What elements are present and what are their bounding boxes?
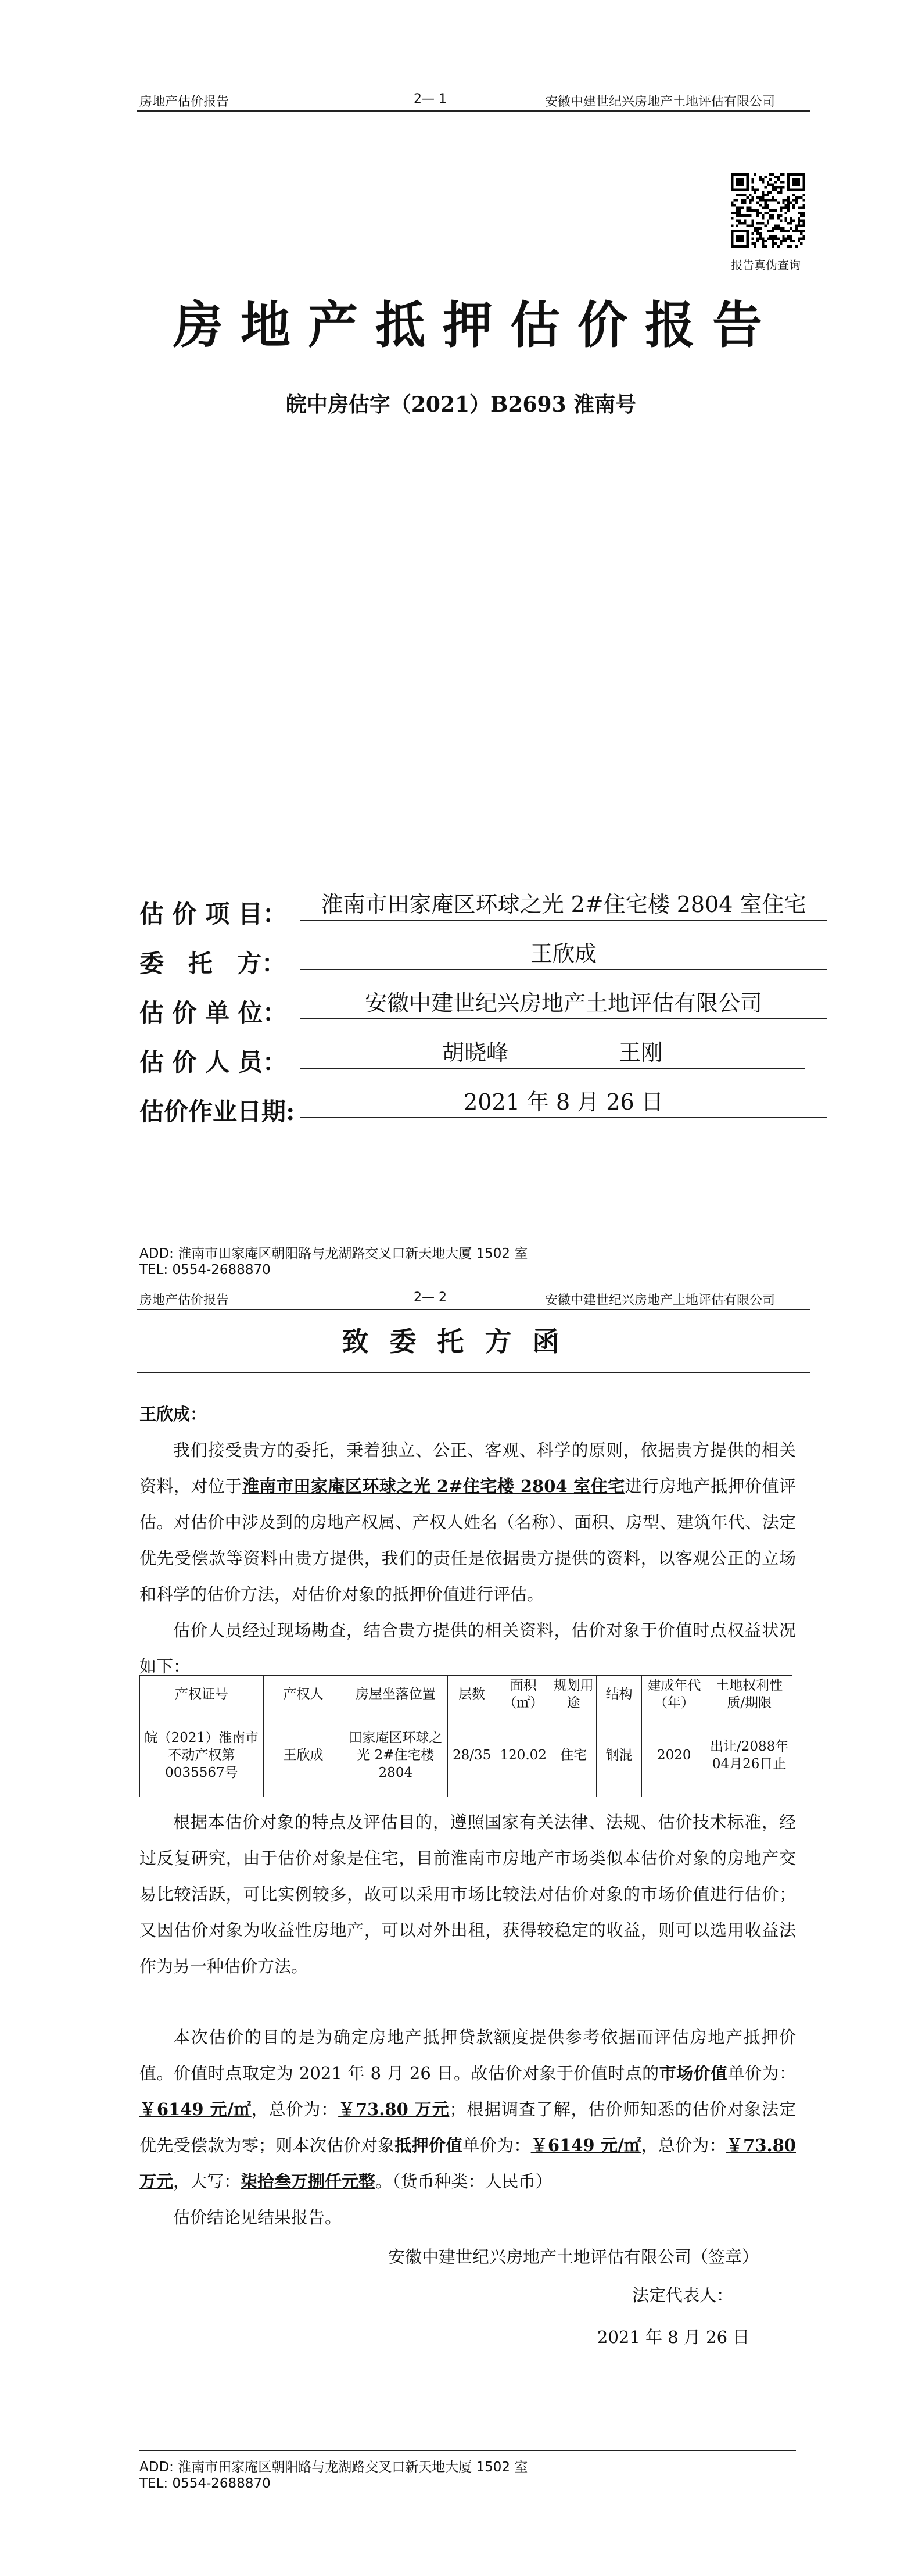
price-in-words: 柒拾叁万捌仟元整	[241, 2171, 376, 2191]
table-cell: 出让/2088年04月26日止	[706, 1713, 792, 1797]
table-header: 产权证号	[140, 1676, 264, 1713]
mortgage-total-price: ￥73.80 万元	[139, 2135, 796, 2191]
info-label-appraisers: 估 价 人 员：	[139, 1048, 287, 1076]
report-title: 房地产抵押估价报告	[173, 296, 780, 355]
info-value-appraiser-unit: 安徽中建世纪兴房地产土地评估有限公司	[300, 989, 827, 1019]
table-cell: 钢混	[596, 1713, 641, 1797]
table-cell: 28/35	[448, 1713, 496, 1797]
table-row	[140, 1713, 792, 1797]
table-header: 产权人	[263, 1676, 343, 1713]
table-header: 规划用途	[551, 1676, 596, 1713]
header-page-number: 2— 1	[414, 92, 447, 106]
table-header: 房屋坐落位置	[343, 1676, 448, 1713]
property-table	[139, 1675, 792, 1797]
table-header: 土地权利性质/期限	[706, 1676, 792, 1713]
signature-company: 安徽中建世纪兴房地产土地评估有限公司（签章）	[388, 2247, 759, 2267]
info-label-project: 估 价 项 目：	[139, 900, 287, 928]
letter-title: 致委托方函	[342, 1326, 580, 1357]
footer-tel: TEL: 0554-2688870	[139, 2476, 271, 2491]
signature-legal-rep: 法定代表人：	[632, 2285, 734, 2305]
property-address: 淮南市田家庵区环球之光 2#住宅楼 2804 室住宅	[242, 1476, 625, 1496]
signature-date: 2021 年 8 月 26 日	[597, 2327, 750, 2347]
info-value-appraisers: 胡晓峰 王刚	[300, 1039, 805, 1069]
footer-address: ADD: 淮南市田家庵区朝阳路与龙湖路交叉口新天地大厦 1502 室	[139, 1246, 528, 1261]
paragraph-see-results: 估价结论见结果报告。	[173, 2208, 342, 2227]
header-left: 房地产估价报告	[139, 1293, 229, 1308]
table-header: 结构	[596, 1676, 641, 1713]
table-cell: 王欣成	[263, 1713, 343, 1797]
table-header: 层数	[448, 1676, 496, 1713]
table-cell: 120.02	[496, 1713, 551, 1797]
table-cell: 2020	[642, 1713, 706, 1797]
header-page-number: 2— 2	[414, 1290, 447, 1305]
title-rule	[137, 1372, 810, 1373]
qr-code-icon[interactable]	[731, 173, 805, 248]
table-header: 建成年代（年）	[642, 1676, 706, 1713]
paragraph-intro: 我们接受贵方的委托，秉着独立、公正、客观、科学的原则，依据贵方提供的相关资料，对位于淮南市田家庵区环球之光 2#住宅楼 2804 室住宅进行房地产抵押价值评估。对估价中涉及到的房地产权属、产权人姓名（名称）、面积、房型、建筑年代、法定优先受偿款等资料由贵方提供，我们的责任是依据贵方提供的资料，以客观公正的立场和科学的估价方法，对估价对象的抵押价值进行评估。	[139, 1440, 796, 1604]
info-value-client: 王欣成	[300, 940, 827, 970]
header-left: 房地产估价报告	[139, 95, 229, 109]
info-value-work-date: 2021 年 8 月 26 日	[300, 1088, 827, 1118]
header-rule	[137, 110, 810, 112]
paragraph-method: 根据本估价对象的特点及评估目的，遵照国家有关法律、法规、估价技术标准，经过反复研究，由于估价对象是住宅，目前淮南市房地产市场类似本估价对象的房地产交易比较活跃，可比实例较多，故可以采用市场比较法对估价对象的市场价值进行估价；又因估价对象为收益性房地产，可以对外出租，获得较稳定的收益，则可以选用收益法作为另一种估价方法。	[139, 1812, 796, 1976]
info-label-appraiser-unit: 估 价 单 位：	[139, 999, 287, 1027]
table-header: 面积（㎡）	[496, 1676, 551, 1713]
table-cell: 皖（2021）淮南市不动产权第0035567号	[140, 1713, 264, 1797]
paragraph-conclusion: 本次估价的目的是为确定房地产抵押贷款额度提供参考依据而评估房地产抵押价值。价值时点取定为 2021 年 8 月 26 日。故估价对象于价值时点的市场价值单价为：￥6149 元/㎡，总价为：￥73.80 万元；根据调查了解，估价师知悉的估价对象法定优先受偿款为零；则本次估价对象抵押价值单价为：￥6149 元/㎡，总价为：￥73.80 万元，大写：柒拾叁万捌仟元整。（货币种类：人民币）	[139, 2027, 796, 2191]
salutation: 王欣成：	[139, 1404, 207, 1424]
mortgage-unit-price: ￥6149 元/㎡	[530, 2135, 641, 2155]
table-cell: 住宅	[551, 1713, 596, 1797]
footer-rule	[139, 2450, 796, 2451]
header-right: 安徽中建世纪兴房地产土地评估有限公司	[545, 95, 776, 109]
info-label-client: 委 托 方：	[139, 949, 286, 978]
paragraph-survey: 估价人员经过现场勘查，结合贵方提供的相关资料，估价对象于价值时点权益状况如下：	[139, 1620, 796, 1676]
qr-caption: 报告真伪查询	[731, 258, 801, 272]
table-cell: 田家庵区环球之光 2#住宅楼2804	[343, 1713, 448, 1797]
header-rule	[137, 1309, 810, 1310]
document-number: 皖中房估字（2021）B2693 淮南号	[285, 392, 637, 417]
info-value-project: 淮南市田家庵区环球之光 2#住宅楼 2804 室住宅	[300, 890, 827, 921]
market-unit-price: ￥6149 元/㎡	[139, 2099, 252, 2119]
header-right: 安徽中建世纪兴房地产土地评估有限公司	[545, 1293, 776, 1308]
footer-tel: TEL: 0554-2688870	[139, 1262, 271, 1278]
info-label-work-date: 估价作业日期:	[139, 1097, 295, 1126]
footer-address: ADD: 淮南市田家庵区朝阳路与龙湖路交叉口新天地大厦 1502 室	[139, 2460, 528, 2475]
market-total-price: ￥73.80 万元	[338, 2099, 450, 2119]
table-header-row	[140, 1676, 792, 1713]
